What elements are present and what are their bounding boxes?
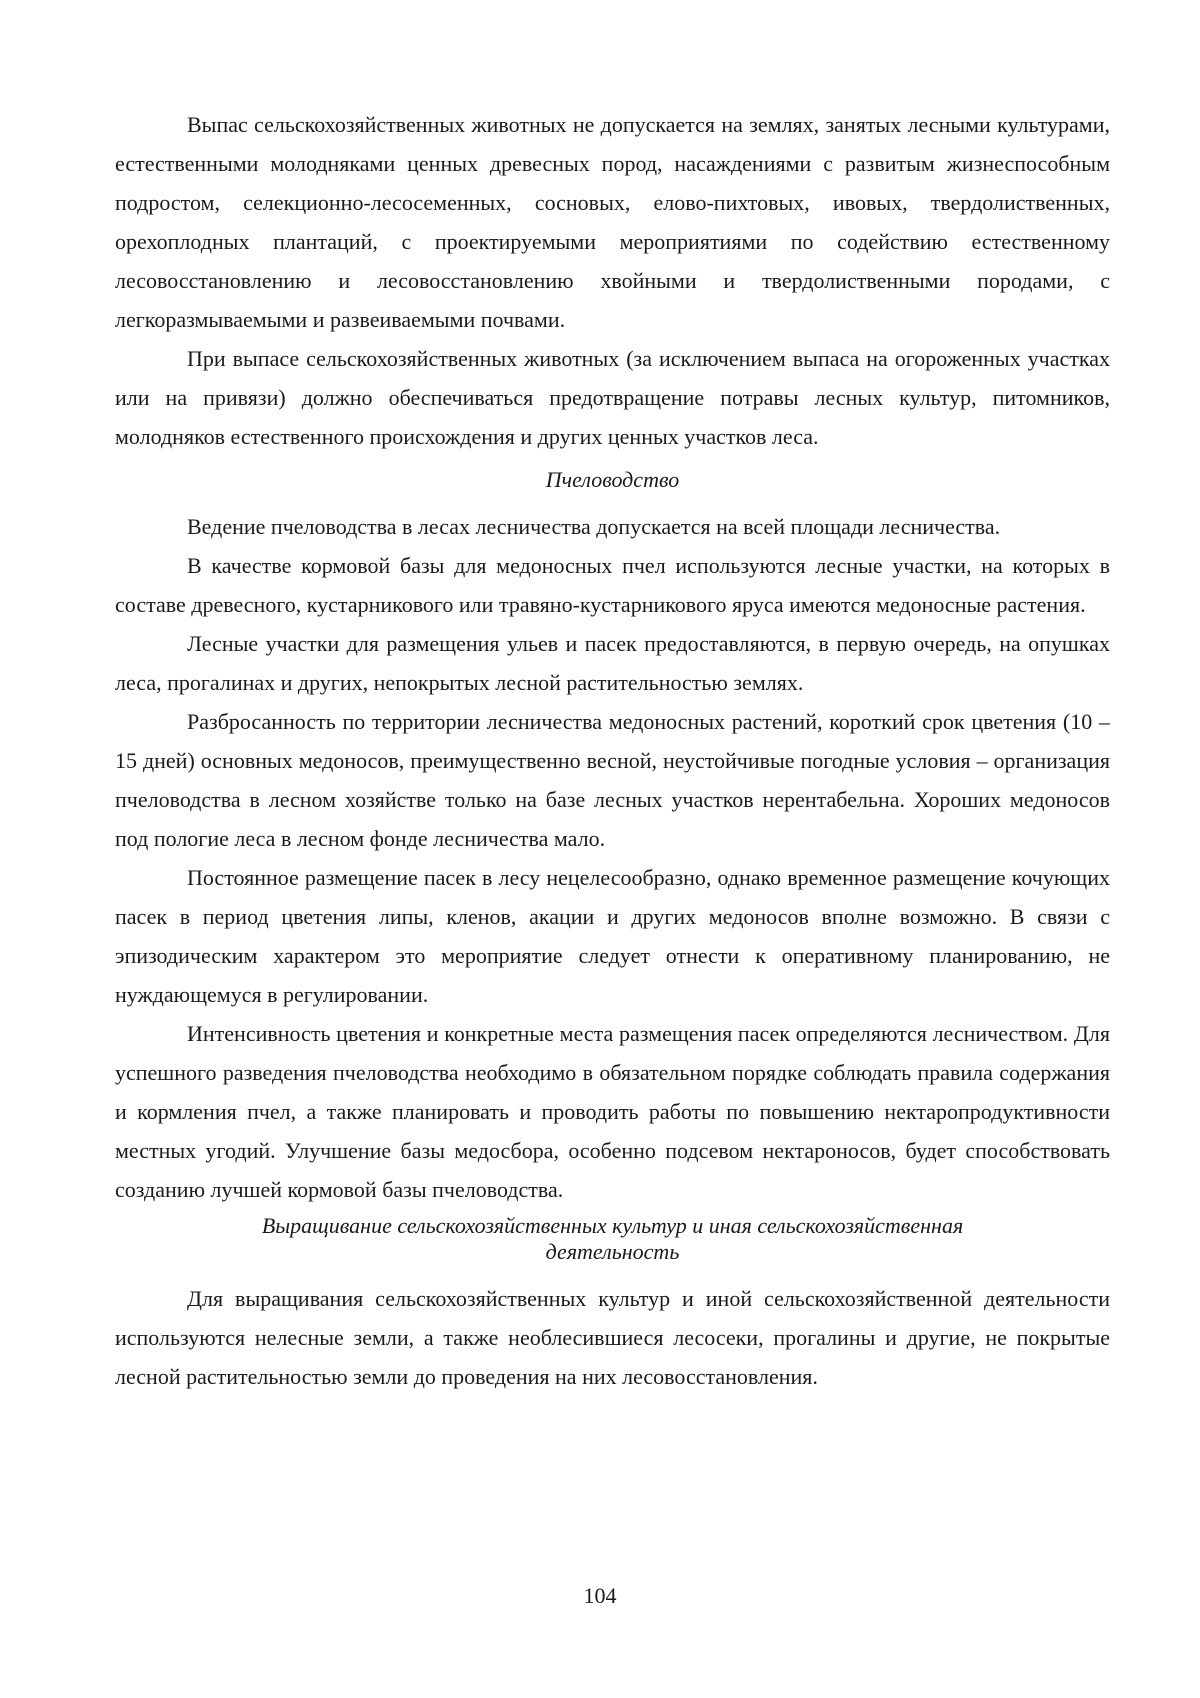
paragraph-grazing-protection: При выпасе сельскохозяйственных животных (за исключением выпаса на огороженных участках или на привязи) должно обеспечиваться предотвращение потравы лесных культур, питомников, молодняков естественного происхождения и других ценных участков леса. bbox=[115, 346, 1110, 449]
paragraph-beekeeping-placement: Лесные участки для размещения ульев и пасек предоставляются, в первую очередь, на опушках леса, прогалинах и других, непокрытых лесной растительностью землях. bbox=[115, 631, 1110, 695]
section-heading-agriculture: Выращивание сельскохозяйственных культур и иная сельскохозяйственная деятельность bbox=[261, 1213, 964, 1264]
paragraph-beekeeping-temporary: Постоянное размещение пасек в лесу нецелесообразно, однако временное размещение кочующих пасек в период цветения липы, кленов, акации и других медоносов вполне возможно. В связи с эпизодическим характером это мероприятие следует отнести к оперативному планированию, не нуждающемуся в регулировании. bbox=[115, 865, 1110, 1007]
paragraph-grazing-restrictions: Выпас сельскохозяйственных животных не допускается на землях, занятых лесными культурами, естественными молодняками ценных древесных пород, насаждениями с развитым жизнеспособным подростом, селекционно-лесосеменных, сосновых, елово-пихтовых, ивовых, твердолиственных, орехоплодных плантаций, с проектируемыми мероприятиями по содействию естественному лесовосстановлению и лесовосстановлению хвойными и твердолиственными породами, с легкоразмываемыми и развеиваемыми почвами. bbox=[115, 112, 1110, 332]
document-page bbox=[115, 105, 1110, 1396]
paragraph-beekeeping-area: Ведение пчеловодства в лесах лесничества допускается на всей площади лесничества. bbox=[187, 514, 1001, 539]
paragraph-beekeeping-profitability: Разбросанность по территории лесничества медоносных растений, короткий срок цветения (10 – 15 дней) основных медоносов, преимущественно весной, неустойчивые погодные условия – организация пчеловодства в лесном хозяйстве только на базе лесных участков нерентабельна. Хороших медоносов под пологие леса в лесном фонде лесничества мало. bbox=[115, 709, 1110, 851]
section-heading-beekeeping: Пчеловодство bbox=[545, 467, 680, 492]
paragraph-agriculture-land: Для выращивания сельскохозяйственных культур и иной сельскохозяйственной деятельности используются нелесные земли, а также необлесившиеся лесосеки, прогалины и другие, не покрытые лесной растительностью земли до проведения на них лесовосстановления. bbox=[115, 1286, 1110, 1389]
page-number: 104 bbox=[583, 1583, 617, 1608]
paragraph-beekeeping-intensity: Интенсивность цветения и конкретные места размещения пасек определяются лесничеством. Для успешного разведения пчеловодства необходимо в обязательном порядке соблюдать правила содержания и кормления пчел, а также планировать и проводить работы по повышению нектаропродуктивности местных угодий. Улучшение базы медосбора, особенно подсевом нектароносов, будет способствовать созданию лучшей кормовой базы пчеловодства. bbox=[115, 1021, 1110, 1202]
paragraph-beekeeping-forage: В качестве кормовой базы для медоносных пчел используются лесные участки, на которых в составе древесного, кустарникового или травяно-кустарникового яруса имеются медоносные растения. bbox=[115, 553, 1110, 617]
